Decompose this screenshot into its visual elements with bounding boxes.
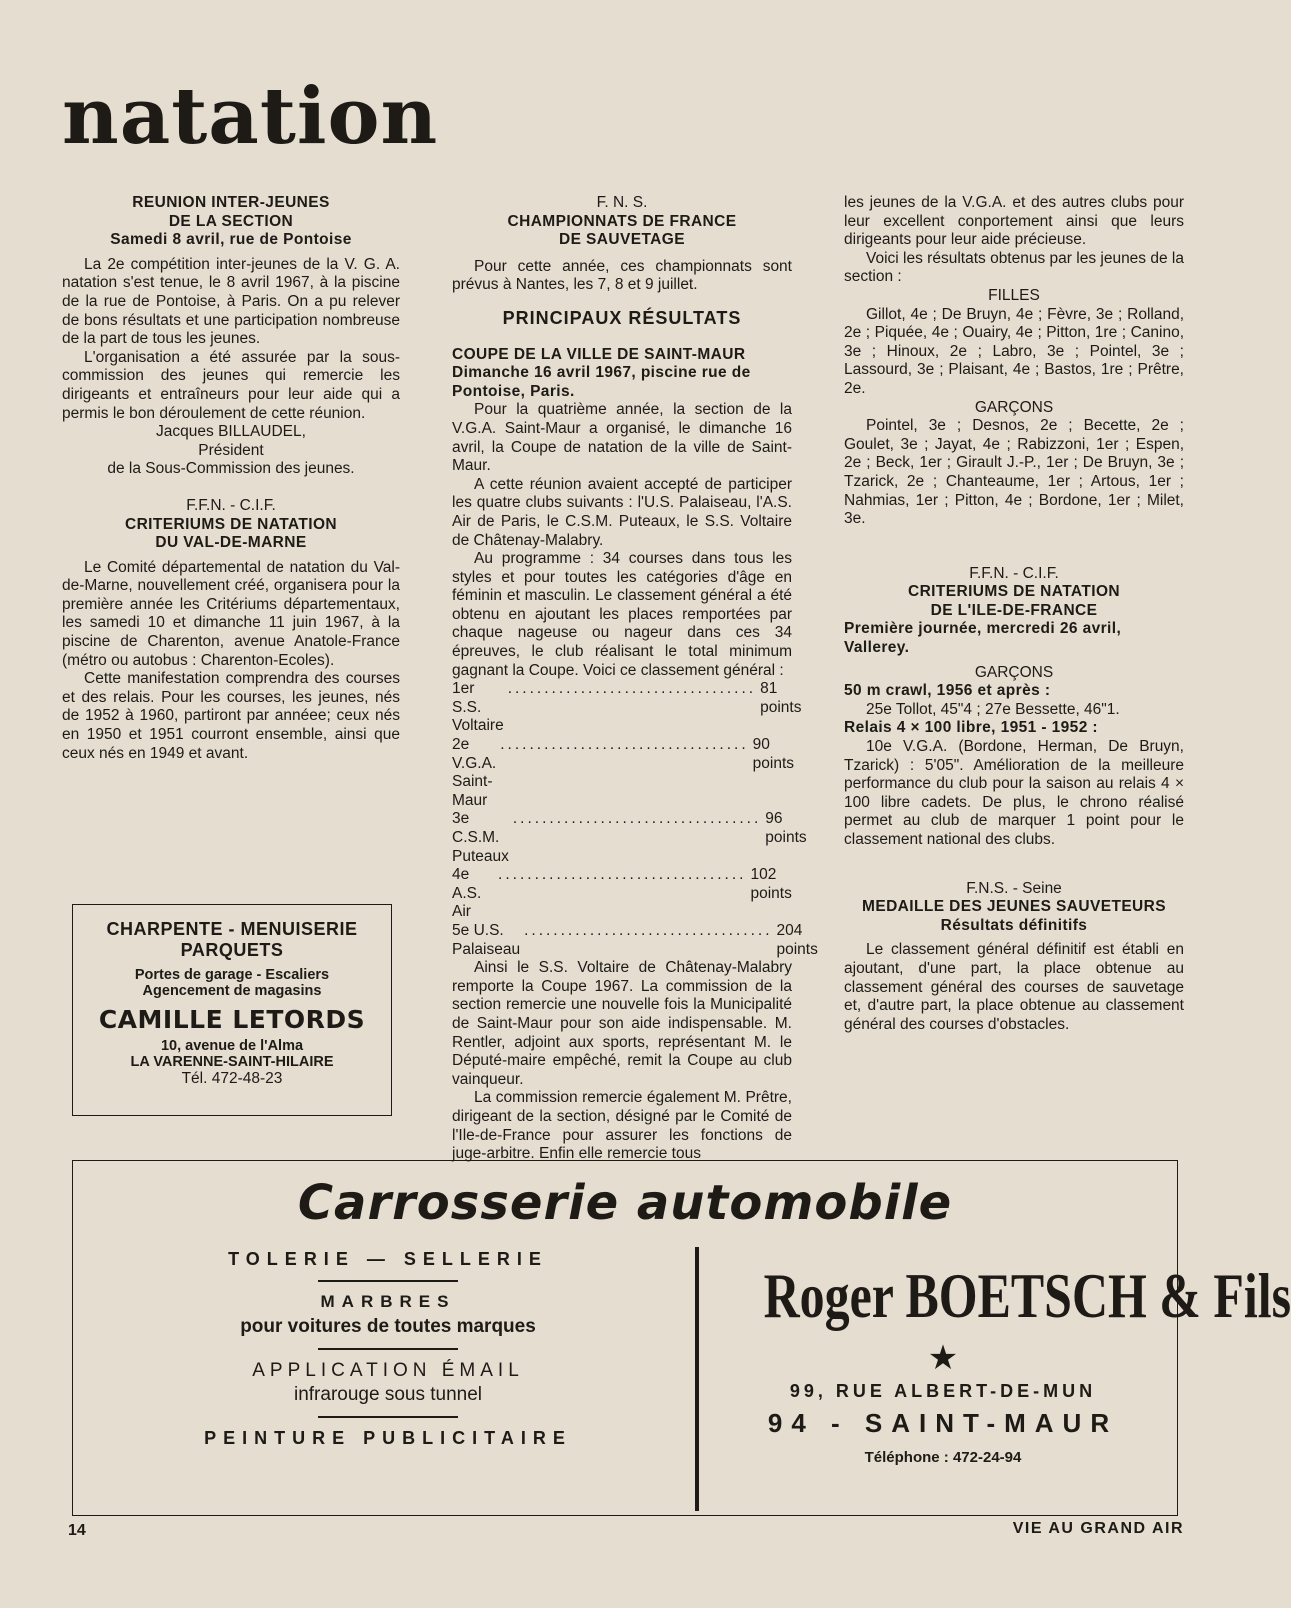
ad-line: CHARPENTE - MENUISERIE bbox=[106, 919, 358, 939]
ad-company-name: Roger BOETSCH & Fils bbox=[763, 1260, 1291, 1331]
category-heading: GARÇONS bbox=[974, 398, 1054, 416]
column-2 bbox=[452, 194, 818, 1164]
results-list: Gillot, 4e ; De Bruyn, 4e ; Fèvre, 3e ; Rolland, 2e ; Piquée, 4e ; Ouairy, 4e ; Pitton, 1re ; Canino, 3e ; Hinoux, 2e ; Labro, 3e ; Pointel, 3e ; Lassourd, 3e ; Plaisant, 4e ; Bastos, 1re ; Prêtre, 2e. bbox=[844, 305, 1184, 397]
ad-service-line: MARBRES bbox=[320, 1292, 456, 1311]
advertisement-carrosserie bbox=[72, 1160, 1291, 1516]
ranking-club: V.G.A. Saint-Maur bbox=[452, 754, 497, 809]
ranking-row: 4e A.S. Air .................................. 102 points bbox=[452, 866, 792, 921]
paragraph: Pour cette année, ces championnats sont prévus à Nantes, les 7, 8 et 9 juillet. bbox=[452, 257, 792, 294]
ad-service-line: pour voitures de toutes marques bbox=[240, 1316, 536, 1337]
section-subheading: Samedi 8 avril, rue de Pontoise bbox=[110, 231, 352, 249]
ad-address: 99, RUE ALBERT-DE-MUN bbox=[789, 1381, 1097, 1401]
column-3 bbox=[844, 194, 1184, 1034]
event-result: 25e Tollot, 45"4 ; 27e Bessette, 46"1. bbox=[866, 700, 1120, 718]
star-icon: ★ bbox=[927, 1339, 959, 1377]
ranking-club: C.S.M. Puteaux bbox=[452, 829, 509, 865]
ranking-points: 204 points bbox=[776, 921, 818, 958]
ranking-points: 102 points bbox=[750, 866, 792, 902]
ad-service-line: infrarouge sous tunnel bbox=[293, 1384, 482, 1405]
section-heading: F.N.S. - Seine bbox=[966, 879, 1062, 897]
paragraph: La commission remercie également M. Prêtre, dirigeant de la section, désigné par le Comité de l'Ile-de-France pour assurer les fonctions de juge-arbitre. Enfin elle remercie tous bbox=[452, 1089, 792, 1163]
ranking-club: U.S. Palaiseau bbox=[452, 921, 521, 958]
ranking-place: 5e bbox=[452, 921, 470, 939]
divider bbox=[318, 1416, 458, 1418]
ad-city: 94 - SAINT-MAUR bbox=[767, 1408, 1119, 1438]
paragraph: La 2e compétition inter-jeunes de la V. G. A. natation s'est tenue, le 8 avril 1967, à la piscine de la rue de Pontoise, à Paris. On a pu relever de bons résultats et une participation nombreuse de la part de tous les jeunes. bbox=[62, 255, 400, 348]
ranking-place: 4e bbox=[452, 866, 470, 884]
ad-service-line: PEINTURE PUBLICITAIRE bbox=[204, 1428, 572, 1448]
ranking-club: A.S. Air bbox=[452, 884, 482, 921]
paragraph: Le Comité départemental de natation du Val-de-Marne, nouvellement créé, organisera pour la première année les Critériums départementaux, les samedi 10 et dimanche 11 juin 1967, à la piscine de Charenton, avenue Anatole-France (métro ou autobus : Charenton-Ecoles). bbox=[62, 558, 400, 669]
ranking-points: 81 points bbox=[760, 680, 802, 716]
ad-phone: Tél. 472-48-23 bbox=[181, 1070, 283, 1087]
section-heading: CHAMPIONNATS DE FRANCE bbox=[507, 212, 737, 230]
section-subheading: Résultats définitifs bbox=[940, 916, 1088, 934]
paragraph: Ainsi le S.S. Voltaire de Châtenay-Malabry remporte la Coupe 1967. La commission de la section remercie une nouvelle fois la Municipalité de Saint-Maur pour son aide indispensable. M. Rentler, adjoint aux sports, représentant M. le Député-maire empêché, remit la Coupe au club vainqueur. bbox=[452, 959, 792, 1088]
ad-brand-title: Carrosserie automobile bbox=[297, 1175, 953, 1231]
paragraph: les jeunes de la V.G.A. et des autres clubs pour leur excellent conportement ainsi que leurs dirigeants pour leur aide précieuse. bbox=[844, 194, 1184, 249]
section-heading: COUPE DE LA VILLE DE SAINT-MAUR bbox=[452, 345, 746, 363]
ad-line: Portes de garage - Escaliers bbox=[134, 967, 330, 983]
ranking-points: 90 points bbox=[752, 736, 795, 772]
ranking-points: 96 points bbox=[765, 810, 807, 846]
ad-line: Agencement de magasins bbox=[142, 983, 322, 999]
ad-address: 10, avenue de l'Alma bbox=[160, 1038, 304, 1054]
paragraph: Voici les résultats obtenus par les jeunes de la section : bbox=[844, 249, 1184, 286]
ad-service-line: TOLERIE — SELLERIE bbox=[228, 1249, 548, 1269]
ranking-place: 3e bbox=[452, 810, 470, 828]
signature-title: Président bbox=[198, 441, 264, 459]
paragraph: Au programme : 34 courses dans tous les styles et pour toutes les catégories d'âge en féminin et masculin. Le classement général a été obtenu en ajoutant les places remportées par chaque nageuse ou nageur dans ces 34 épreuves, le club réalisant le total minimum gagnant la Coupe. Voici ce classement général : bbox=[452, 550, 792, 679]
event-result: 10e V.G.A. (Bordone, Herman, De Bruyn, Tzarick) : 5'05". Amélioration de la meilleure performance du club pour la saison au relais 4 × 100 libre cadets. De plus, le chrono réalisé permet au club de marquer 1 point pour le classement national des clubs. bbox=[844, 738, 1184, 848]
advertisement-charpente bbox=[72, 904, 392, 1116]
ranking-row: 2e V.G.A. Saint-Maur .................................. 90 points bbox=[452, 736, 795, 809]
ranking-club: S.S. Voltaire bbox=[452, 698, 504, 735]
category-heading: FILLES bbox=[988, 286, 1040, 304]
column-1 bbox=[62, 194, 400, 763]
section-heading: F.F.N. - C.I.F. bbox=[186, 496, 276, 514]
ad-phone: Téléphone : 472-24-94 bbox=[864, 1449, 1022, 1466]
signature-name: Jacques BILLAUDEL, bbox=[156, 423, 306, 441]
ad-city: LA VARENNE-SAINT-HILAIRE bbox=[130, 1054, 334, 1070]
section-heading: F.F.N. - C.I.F. bbox=[969, 564, 1059, 582]
section-subheading: Première journée, mercredi 26 avril, Vallerey. bbox=[844, 620, 1122, 657]
section-heading: DE LA SECTION bbox=[168, 212, 294, 230]
section-heading: F. N. S. bbox=[596, 194, 648, 211]
section-heading: DE L'ILE-DE-FRANCE bbox=[930, 601, 1098, 619]
page-title: natation bbox=[62, 71, 439, 162]
ad-company bbox=[713, 1253, 1291, 1466]
ranking-row: 1er S.S. Voltaire .................................. 81 points bbox=[452, 680, 802, 735]
ranking-place: 1er bbox=[452, 680, 475, 698]
section-heading: REUNION INTER-JEUNES bbox=[132, 194, 330, 211]
section-heading: DE SAUVETAGE bbox=[559, 231, 685, 249]
event-heading: 50 m crawl, 1956 et après : bbox=[844, 682, 1051, 700]
section-heading: MEDAILLE DES JEUNES SAUVETEURS bbox=[862, 898, 1166, 916]
ad-company-name: CAMILLE LETORDS bbox=[98, 1005, 366, 1034]
page-number: 14 bbox=[68, 1522, 86, 1539]
paragraph: L'organisation a été assurée par la sous-commission des jeunes qui remercie les dirigeants et entraîneurs pour leur aide qui a permis le bon déroulement de cette réunion. bbox=[62, 348, 400, 422]
ad-line: PARQUETS bbox=[180, 940, 284, 960]
results-list: Pointel, 3e ; Desnos, 2e ; Becette, 2e ; Goulet, 3e ; Jayat, 4e ; Rabizzoni, 1er ; Espen, 2e ; Beck, 1er ; Girault J.-P., 1er ; De Bruyn, 3e ; Tzarick, 2e ; Chanteaume, 1er ; Artous, 1er ; Nahmias, 1er ; Pitton, 4e ; Bordone, 1er ; Milet, 3e. bbox=[844, 417, 1184, 528]
ranking-place: 2e bbox=[452, 736, 470, 754]
section-heading: CRITERIUMS DE NATATION bbox=[907, 583, 1120, 601]
ranking-row: 3e C.S.M. Puteaux .................................. 96 points bbox=[452, 810, 807, 865]
paragraph: A cette réunion avaient accepté de participer les quatre clubs suivants : l'U.S. Palaiseau, l'A.S. Air de Paris, le C.S.M. Puteaux, le S.S. Voltaire de Châtenay-Malabry. bbox=[452, 475, 792, 549]
paragraph: Cette manifestation comprendra des courses et des relais. Pour les courses, les jeunes, nés de 1952 à 1960, partiront par annéee; ceux nés en 1950 et 1951 courront ensemble, ainsi que ceux nés en 1949 et avant. bbox=[62, 670, 400, 762]
ad-service-line: APPLICATION ÉMAIL bbox=[252, 1360, 524, 1381]
divider bbox=[318, 1280, 458, 1282]
magazine-name: VIE AU GRAND AIR bbox=[1012, 1520, 1184, 1537]
divider bbox=[318, 1348, 458, 1350]
section-subheading: Dimanche 16 avril 1967, piscine rue de Pontoise, Paris. bbox=[452, 364, 751, 400]
category-heading: GARÇONS bbox=[974, 663, 1054, 681]
results-heading: PRINCIPAUX RÉSULTATS bbox=[502, 307, 742, 328]
section-heading: CRITERIUMS DE NATATION bbox=[124, 515, 337, 533]
event-heading: Relais 4 × 100 libre, 1951 - 1952 : bbox=[844, 719, 1098, 737]
signature-org: de la Sous-Commission des jeunes. bbox=[107, 460, 355, 478]
paragraph: Pour la quatrième année, la section de la V.G.A. Saint-Maur a organisé, le dimanche 16 avril, la Coupe de natation de la ville de Saint-Maur. bbox=[452, 401, 792, 475]
section-heading: DU VAL-DE-MARNE bbox=[155, 534, 307, 552]
ranking-list bbox=[452, 680, 818, 959]
vertical-divider bbox=[695, 1247, 699, 1511]
ranking-row: 5e U.S. Palaiseau .................................. 204 points bbox=[452, 921, 818, 958]
paragraph: Le classement général définitif est établi en ajoutant, d'une part, la place obtenue au classement général des courses de sauvetage et, d'autre part, la place obtenue au classement général des courses d'obstacles. bbox=[844, 941, 1184, 1033]
ad-services bbox=[113, 1249, 663, 1449]
